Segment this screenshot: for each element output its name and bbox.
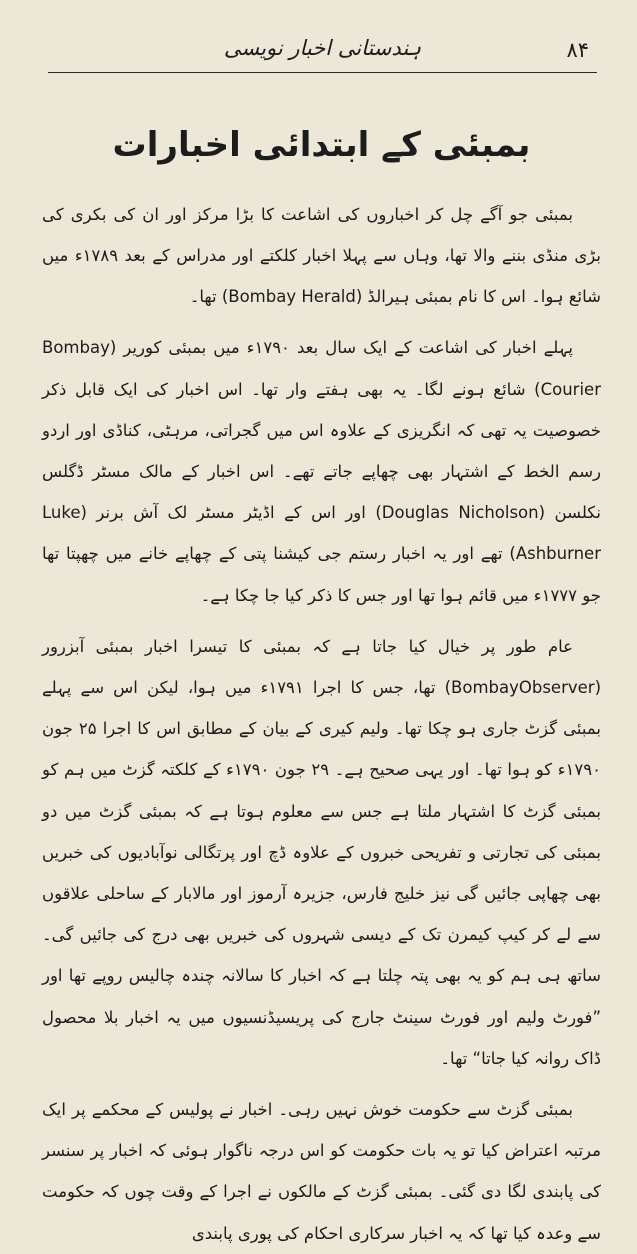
page-number: ۸۴ — [566, 38, 589, 62]
running-title: ہندستانی اخبار نویسی — [223, 36, 422, 60]
paragraph-bombay-courier: پہلے اخبار کی اشاعت کے ایک سال بعد ۱۷۹۰ء میں بمبئی کوریر (Bombay Courier) شائع ہونے لگا۔ یہ بھی ہفتے وار تھا۔ اس اخبار کی ایک قابل ذکر خصوصیت یہ تھی کہ انگریزی کے علاوہ اس میں گجراتی، مرہٹی، کناڈی اور اردو رسم الخط کے اشتہار بھی چھاپے جاتے تھے۔ اس اخبار کے مالک مسٹر ڈگلس نکلسن (Douglas Nicholson) اور اس کے اڈیٹر مسٹر لک آش برنر (Luke Ashburner) تھے اور یہ اخبار رستم جی کیشنا پتی کے چھاپے خانے میں چھپتا تھا جو ۱۷۷۷ء میں قائم ہوا تھا اور جس کا ذکر کیا جا چکا ہے۔ — [42, 338, 601, 605]
paragraph-bombay-gazette: عام طور پر خیال کیا جاتا ہے کہ بمبئی کا تیسرا اخبار بمبئی آبزرور (BombayObserver) تھا، جس کا اجرا ۱۷۹۱ء میں ہوا، لیکن اس سے پہلے بمبئی گزٹ جاری ہو چکا تھا۔ ولیم کیری کے بیان کے مطابق اس کا اجرا ۲۵ جون ۱۷۹۰ء کو ہوا تھا۔ اور یہی صحیح ہے۔ ۲۹ جون ۱۷۹۰ء کے کلکتہ گزٹ میں ہم کو بمبئی گزٹ کا اشتہار ملتا ہے جس سے معلوم ہوتا ہے کہ بمبئی گزٹ میں دو بمبئی کی تجارتی و تفریحی خبروں کے علاوہ ڈچ اور پرتگالی نوآبادیوں کی خبریں بھی چھاپی جائیں گی نیز خلیج فارس، جزیرہ آرموز اور مالابار کے ساحلی علاقوں سے لے کر کیپ کیمرن تک کے دیسی شہروں کی خبریں بھی درج کی جائیں گی۔ ساتھ ہی ہم کو یہ بھی پتہ چلتا ہے کہ اخبار کا سالانہ چندہ چالیس روپے تھا اور ”فورٹ ولیم اور فورٹ سینٹ جارج کی پریسیڈنسیوں میں یہ اخبار بلا محصول ڈاک روانہ کیا جاتا“ تھا۔ — [42, 636, 601, 1068]
paragraph-bombay-herald: بمبئی جو آگے چل کر اخباروں کی اشاعت کا بڑا مرکز اور ان کی بکری کی بڑی منڈی بننے والا تھا، وہاں سے پہلا اخبار کلکتے اور مدراس کے بعد ۱۷۸۹ء میں شائع ہوا۔ اس کا نام بمبئی ہیرالڈ (Bombay Herald) تھا۔ — [42, 204, 601, 307]
chapter-title: بمبئی کے ابتدائی اخبارات — [112, 125, 531, 165]
paragraph-government-censorship: بمبئی گزٹ سے حکومت خوش نہیں رہی۔ اخبار نے پولیس کے محکمے پر ایک مرتبہ اعتراض کیا تو یہ بات حکومت کو اس درجہ ناگوار ہوئی کہ اخبار پر سنسر کی پابندی لگا دی گئی۔ بمبئی گزٹ کے مالکوں نے اجرا کے وقت چوں کہ حکومت سے وعدہ کیا تھا کہ یہ اخبار سرکاری احکام کی پوری پابندی — [42, 1100, 601, 1243]
running-header — [48, 28, 597, 73]
